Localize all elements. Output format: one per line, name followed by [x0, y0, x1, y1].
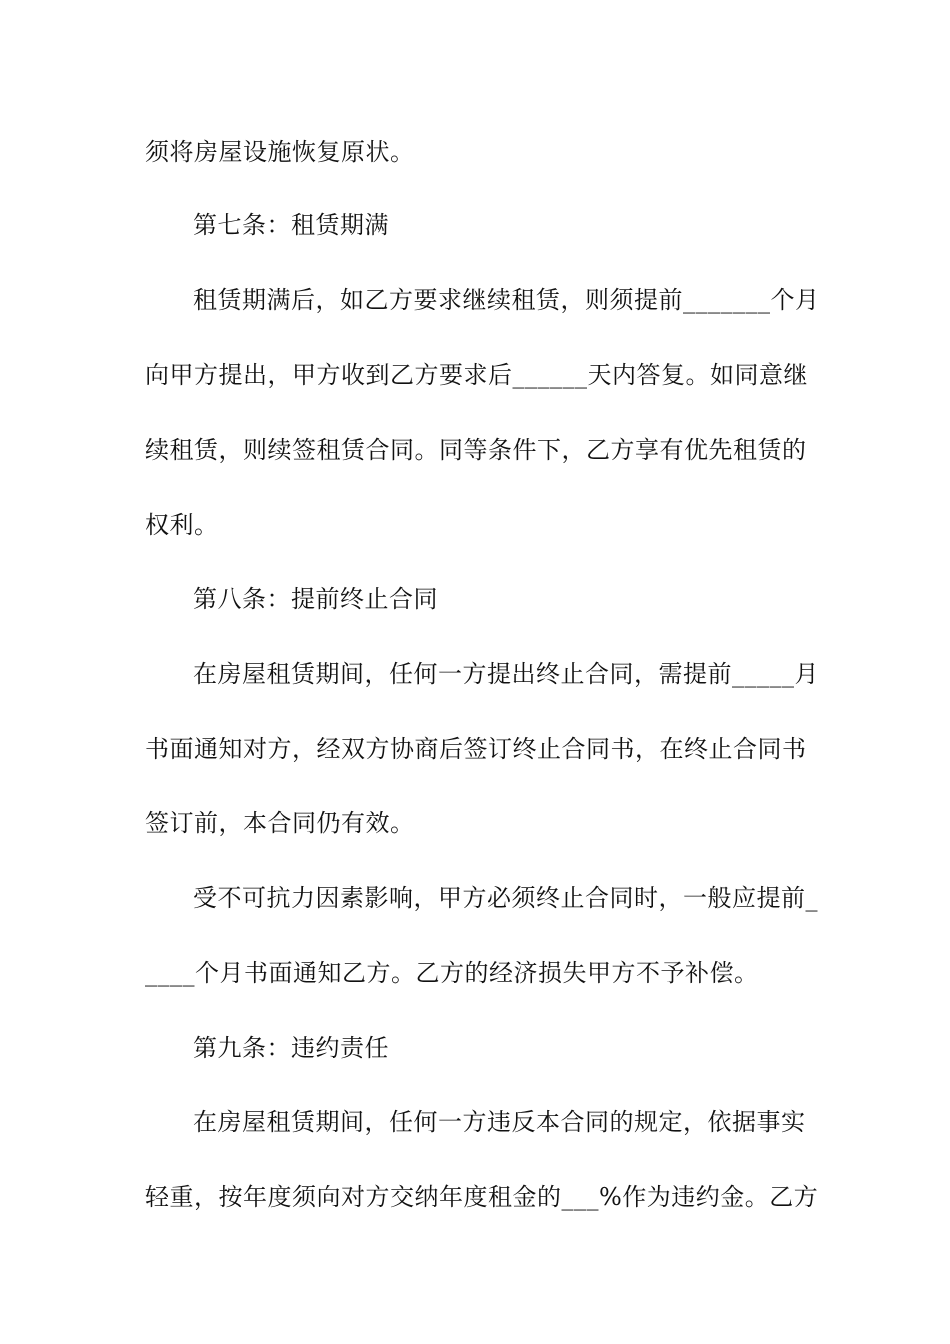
- body-text-line: ____个月书面通知乙方。乙方的经济损失甲方不予补偿。: [145, 959, 759, 987]
- body-text-line: 续租赁，则续签租赁合同。同等条件下，乙方享有优先租赁的: [145, 436, 807, 464]
- body-text-line: 受不可抗力因素影响，甲方必须终止合同时，一般应提前_: [193, 884, 818, 912]
- body-text-line: 租赁期满后，如乙方要求继续租赁，则须提前_______个月: [193, 286, 820, 314]
- body-text-line: 在房屋租赁期间，任何一方提出终止合同，需提前_____月: [193, 660, 819, 688]
- body-text-line: 须将房屋设施恢复原状。: [145, 138, 415, 166]
- body-text-line: 在房屋租赁期间，任何一方违反本合同的规定，依据事实: [193, 1108, 806, 1136]
- body-text-line: 权利。: [145, 511, 219, 539]
- body-text-line: 书面通知对方，经双方协商后签订终止合同书，在终止合同书: [145, 735, 807, 763]
- article-8-heading: 第八条：提前终止合同: [193, 585, 438, 613]
- body-text-line: 轻重，按年度须向对方交纳年度租金的___%作为违约金。乙方: [145, 1183, 819, 1211]
- body-text-line: 签订前，本合同仍有效。: [145, 809, 415, 837]
- body-text-line: 向甲方提出，甲方收到乙方要求后______天内答复。如同意继: [145, 361, 808, 389]
- article-7-heading: 第七条：租赁期满: [193, 211, 389, 239]
- article-9-heading: 第九条：违约责任: [193, 1034, 389, 1062]
